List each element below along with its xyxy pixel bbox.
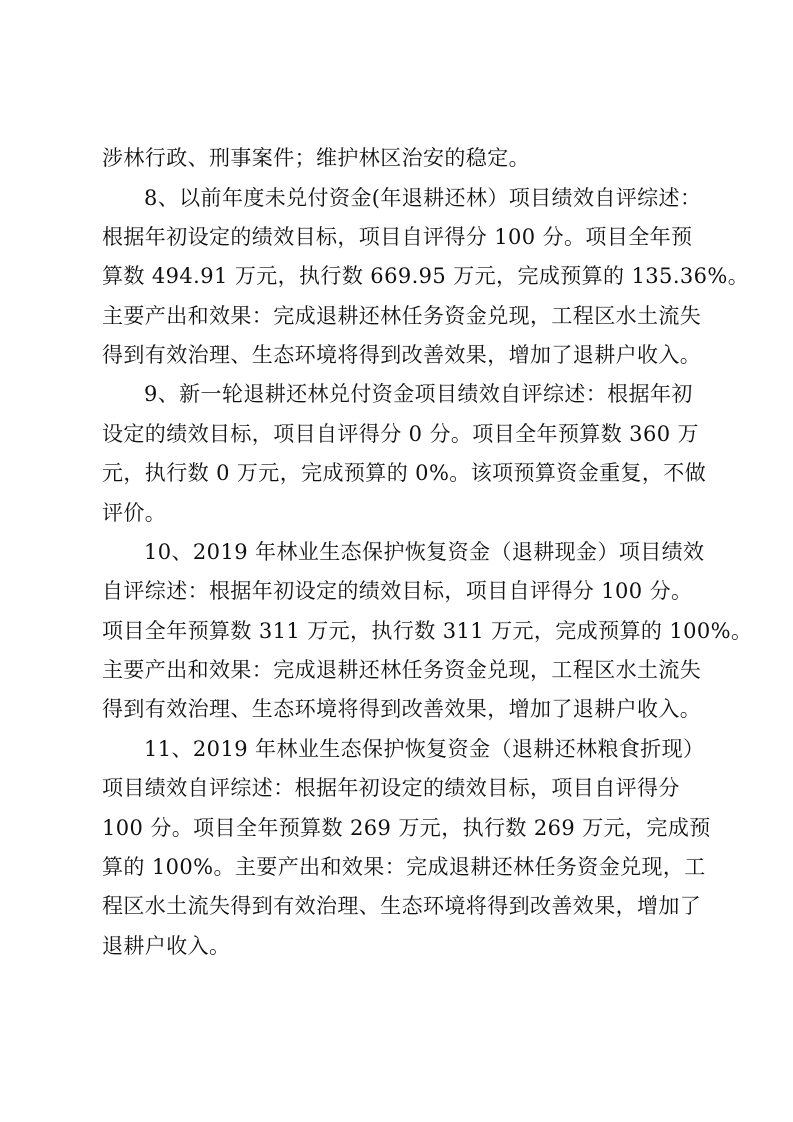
item-9-line: 评价。 bbox=[102, 501, 167, 525]
item-9-line: 设定的绩效目标，项目自评得分 0 分。项目全年预算数 360 万 bbox=[102, 422, 699, 446]
item-8-line: 得到有效治理、生态环境将得到改善效果，增加了退耕户收入。 bbox=[102, 343, 702, 367]
item-8-line: 根据年初设定的绩效目标，项目自评得分 100 分。项目全年预 bbox=[102, 225, 693, 249]
item-10-line: 得到有效治理、生态环境将得到改善效果，增加了退耕户收入。 bbox=[102, 697, 702, 721]
item-11-line: 算的 100%。主要产出和效果：完成退耕还林任务资金兑现，工 bbox=[102, 855, 706, 879]
item-8-heading-line: 8、以前年度未兑付资金(年退耕还林）项目绩效自评综述： bbox=[144, 186, 702, 210]
item-11-line: 程区水土流失得到有效治理、生态环境将得到改善效果，增加了 bbox=[102, 894, 702, 918]
item-8-line: 主要产出和效果：完成退耕还林任务资金兑现，工程区水土流失 bbox=[102, 304, 702, 328]
item-9-heading-line: 9、新一轮退耕还林兑付资金项目绩效自评综述：根据年初 bbox=[144, 382, 693, 406]
item-10-heading-line: 10、2019 年林业生态保护恢复资金（退耕现金）项目绩效 bbox=[144, 540, 705, 564]
text-line-continuation: 涉林行政、刑事案件；维护林区治安的稳定。 bbox=[102, 146, 530, 170]
item-11-line: 100 分。项目全年预算数 269 万元，执行数 269 万元，完成预 bbox=[102, 816, 711, 840]
item-8-line: 算数 494.91 万元，执行数 669.95 万元，完成预算的 135.36%。 bbox=[102, 264, 750, 288]
item-9-line: 元，执行数 0 万元，完成预算的 0%。该项预算资金重复，不做 bbox=[102, 461, 707, 485]
item-10-line: 自评综述：根据年初设定的绩效目标，项目自评得分 100 分。 bbox=[102, 579, 693, 603]
item-11-line: 项目绩效自评综述：根据年初设定的绩效目标，项目自评得分 bbox=[102, 776, 680, 800]
item-11-heading-line: 11、2019 年林业生态保护恢复资金（退耕还林粮食折现） bbox=[144, 737, 705, 761]
item-10-line: 主要产出和效果：完成退耕还林任务资金兑现，工程区水土流失 bbox=[102, 658, 702, 682]
item-11-line: 退耕户收入。 bbox=[102, 934, 231, 958]
item-10-line: 项目全年预算数 311 万元，执行数 311 万元，完成预算的 100%。 bbox=[102, 619, 753, 643]
